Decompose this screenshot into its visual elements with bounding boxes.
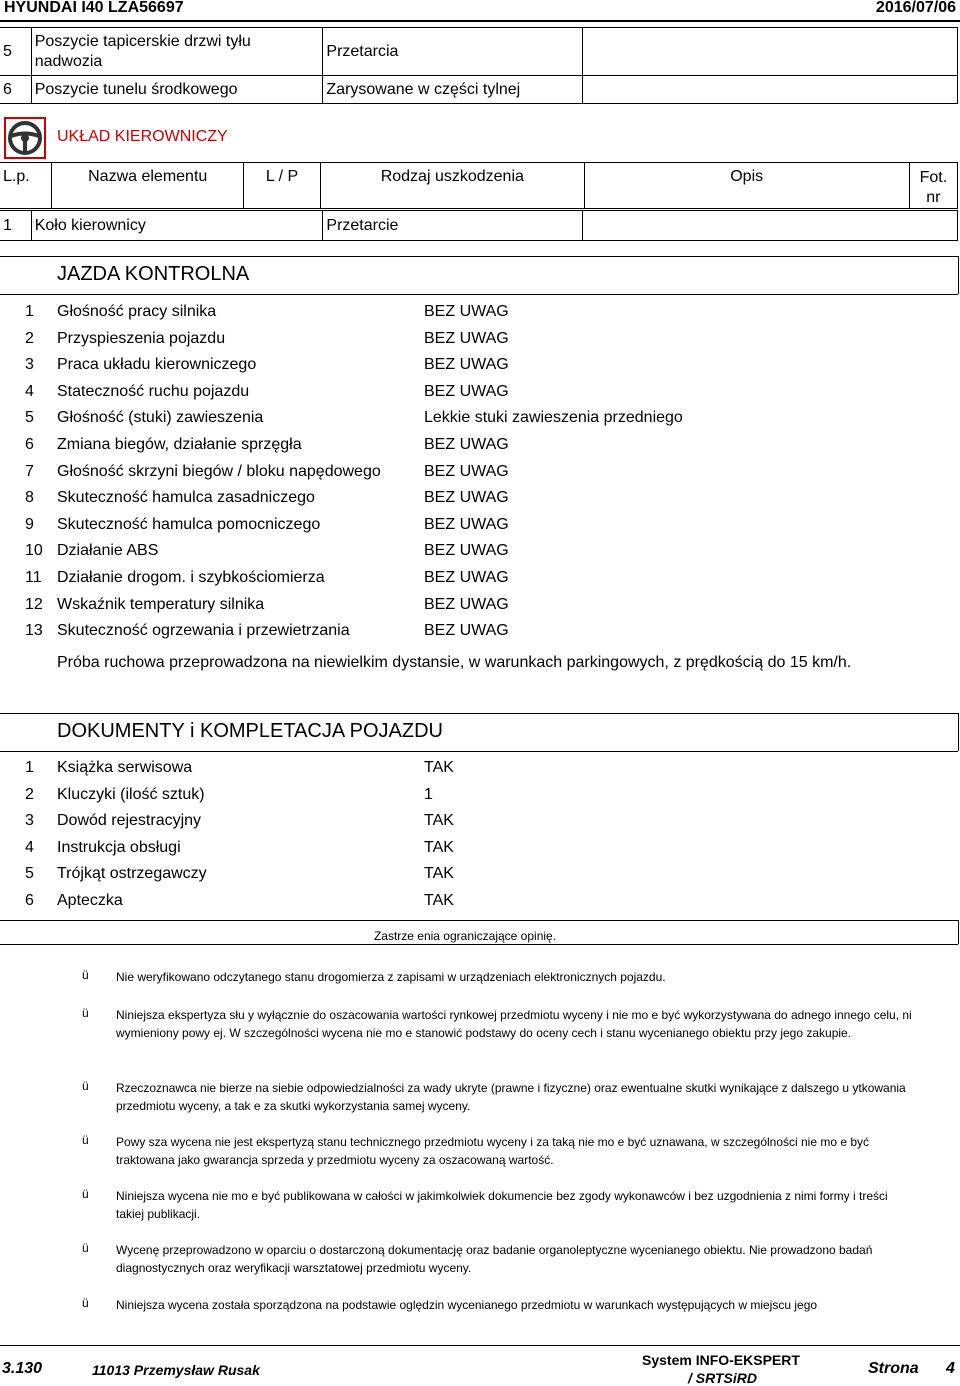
section-divider — [0, 920, 958, 921]
table-header-row — [0, 163, 958, 209]
item-value: 1 — [424, 785, 433, 803]
item-label: Książka serwisowa — [57, 759, 193, 776]
bullet-marker: ü — [82, 1133, 89, 1147]
disclaimer-text: Niniejsza wycena nie mo e być publikowana w całości w jakimkolwiek dokumencie bez zgody wykonawców i bez uzgodnienia z nimi formy i treści takiej publikacji. — [116, 1189, 888, 1221]
item-value: BEZ UWAG — [424, 303, 509, 320]
test-drive-item — [0, 485, 960, 511]
item-value: BEZ UWAG — [424, 382, 509, 400]
header-title: HYUNDAI I40 LZA56697 — [4, 0, 184, 16]
footer-system-line2: / SRTSiRD — [688, 1370, 757, 1386]
item-number: 6 — [25, 891, 34, 909]
item-value: BEZ UWAG — [424, 489, 509, 507]
section-border — [958, 920, 959, 944]
element-name: Poszycie tapicerskie drzwi tyłu nadwozia — [31, 28, 323, 76]
test-drive-note: Próba ruchowa przeprowadzona na niewielkim dystansie, w warunkach parkingowych, z prędkością do 15 km/h. — [57, 654, 852, 671]
steering-rows — [0, 210, 958, 241]
col-lp: L.p. — [0, 163, 52, 209]
bullet-marker: ü — [82, 1079, 89, 1093]
test-drive-item — [0, 299, 960, 325]
item-number: 10 — [25, 542, 43, 560]
table-row — [0, 211, 958, 241]
col-desc: Opis — [584, 163, 909, 209]
damage-type: Przetarcie — [323, 211, 583, 241]
bullet-marker: ü — [82, 968, 89, 982]
item-number: 4 — [25, 382, 34, 400]
bullet-marker: ü — [82, 1296, 89, 1310]
description-cell — [583, 211, 958, 241]
item-number: 12 — [25, 595, 43, 613]
item-number: 2 — [25, 785, 34, 803]
section-title-documents: DOKUMENTY i KOMPLETACJA POJAZDU — [57, 720, 443, 742]
row-number: 5 — [0, 28, 31, 76]
item-value: BEZ UWAG — [424, 542, 509, 560]
disclaimer-text: Wycenę przeprowadzono w oparciu o dostarczoną dokumentację oraz badanie organoleptyczne wycenianego obiektu. Nie prowadzono badań diagnostycznych oraz weryfikacji warsztatowej przedmiotu wyceny. — [116, 1243, 873, 1275]
item-number: 3 — [25, 356, 34, 374]
row-number: 6 — [0, 76, 31, 104]
damage-type: Przetarcia — [323, 28, 583, 76]
document-item — [0, 808, 960, 834]
col-lr: L / P — [244, 163, 321, 209]
item-label: Instrukcja obsługi — [57, 838, 181, 856]
row-number: 1 — [0, 211, 31, 241]
element-name: Poszycie tunelu środkowego — [31, 76, 323, 104]
test-drive-item — [0, 352, 960, 378]
item-label: Dowód rejestracyjny — [57, 812, 202, 829]
item-value: Lekkie stuki zawieszenia przedniego — [424, 409, 683, 427]
document-item — [0, 835, 960, 861]
col-name: Nazwa elementu — [52, 163, 244, 209]
damage-table-top — [0, 27, 958, 104]
col-damage: Rodzaj uszkodzenia — [321, 163, 585, 209]
steering-table — [0, 162, 958, 209]
test-drive-item — [0, 432, 960, 458]
document-item — [0, 755, 960, 781]
description-cell — [583, 28, 958, 76]
document-item — [0, 861, 960, 887]
test-drive-item — [0, 538, 960, 564]
item-value: BEZ UWAG — [424, 329, 509, 347]
footer-author: 11013 Przemysław Rusak — [92, 1362, 260, 1378]
item-label: Praca układu kierowniczego — [57, 356, 257, 374]
table-row — [0, 76, 958, 104]
test-drive-item — [0, 618, 960, 644]
test-drive-item — [0, 592, 960, 618]
item-number: 2 — [25, 329, 34, 347]
disclaimer-text: Niniejsza ekspertyza słu y wyłącznie do oszacowania wartości rynkowej przedmiotu wyceny i nie mo e być wykorzystywana do adnego innego celu, ni wymieniony powy ej. W szczególności wycena nie mo e stanowić podstawy do oceny cech i stanu wycenianego obiektu przy jego zakupie. — [116, 1008, 912, 1040]
disclaimer-text: Rzeczoznawca nie bierze na siebie odpowiedzialności za wady ukryte (prawne i fizyczne) oraz ewentualne skutki wynikające z dalszego u ytkowania przedmiotu wyceny, a tak e za skutki wykorzystania samej wyceny. — [116, 1081, 906, 1113]
item-value: TAK — [424, 865, 454, 882]
item-value: TAK — [424, 891, 454, 909]
item-value: TAK — [424, 838, 454, 856]
document-item — [0, 888, 960, 914]
item-number: 13 — [25, 622, 43, 640]
test-drive-item — [0, 326, 960, 352]
test-drive-item — [0, 405, 960, 431]
item-value: TAK — [424, 812, 454, 829]
disclaimer-text: Niniejsza wycena została sporządzona na podstawie oględzin wycenianego przedmiotu w warunkach występujących w miejscu jego — [116, 1298, 818, 1312]
item-label: Działanie drogom. i szybkościomierza — [57, 569, 325, 586]
item-number: 5 — [25, 865, 34, 882]
col-photo: Fot. nr — [909, 163, 957, 209]
item-number: 7 — [25, 462, 34, 480]
bullet-marker: ü — [82, 1006, 89, 1020]
item-label: Głośność (stuki) zawieszenia — [57, 409, 264, 427]
section-divider — [0, 751, 958, 752]
table-row — [0, 28, 958, 76]
bullet-marker: ü — [82, 1187, 89, 1201]
header-date: 2016/07/06 — [875, 0, 956, 16]
item-number: 1 — [25, 759, 34, 776]
item-number: 5 — [25, 409, 34, 427]
item-value: BEZ UWAG — [424, 436, 509, 453]
steering-wheel-icon — [4, 117, 46, 159]
test-drive-item — [0, 459, 960, 485]
item-number: 11 — [25, 569, 42, 586]
element-name: Koło kierownicy — [31, 211, 323, 241]
item-label: Głośność pracy silnika — [57, 303, 217, 320]
test-drive-item — [0, 512, 960, 538]
item-value: BEZ UWAG — [424, 622, 509, 640]
test-drive-item — [0, 565, 960, 591]
item-number: 9 — [25, 515, 34, 533]
item-value: BEZ UWAG — [424, 595, 509, 613]
description-cell — [583, 76, 958, 104]
disclaimer-text: Powy sza wycena nie jest ekspertyzą stanu technicznego przedmiotu wyceny i za taką nie mo e być uznawana, w szczególności nie mo e być traktowana jako gwarancja sprzeda y przedmiotu wyceny za oszacowaną wartość. — [116, 1135, 870, 1167]
footer-divider — [0, 1345, 960, 1346]
item-value: TAK — [424, 759, 454, 776]
footer-page-ref: 3.130 — [2, 1360, 43, 1377]
item-number: 1 — [25, 303, 34, 320]
item-number: 3 — [25, 812, 34, 829]
item-value: BEZ UWAG — [424, 569, 509, 586]
section-border — [958, 713, 959, 751]
item-number: 4 — [25, 838, 34, 856]
footer-page-number: 4 — [946, 1360, 955, 1377]
section-divider — [0, 294, 958, 295]
disclaimer-title: Zastrze enia ograniczające opinię. — [373, 929, 557, 943]
bullet-marker: ü — [82, 1241, 89, 1255]
test-drive-item — [0, 379, 960, 405]
item-label: Stateczność ruchu pojazdu — [57, 382, 250, 400]
section-divider — [0, 713, 958, 714]
item-label: Głośność skrzyni biegów / bloku napędowego — [57, 462, 381, 480]
item-label: Działanie ABS — [57, 542, 159, 560]
section-divider — [0, 944, 958, 945]
item-label: Skuteczność hamulca pomocniczego — [57, 515, 321, 533]
item-label: Zmiana biegów, działanie sprzęgła — [57, 436, 302, 453]
header-divider — [0, 20, 960, 22]
item-number: 6 — [25, 436, 34, 453]
damage-type: Zarysowane w części tylnej — [323, 76, 583, 104]
section-divider — [0, 256, 958, 257]
item-label: Skuteczność ogrzewania i przewietrzania — [57, 622, 350, 640]
item-value: BEZ UWAG — [424, 356, 509, 374]
item-label: Apteczka — [57, 891, 123, 909]
section-title-test-drive: JAZDA KONTROLNA — [57, 263, 250, 285]
section-border — [958, 256, 959, 294]
item-label: Skuteczność hamulca zasadniczego — [57, 489, 315, 507]
item-label: Trójkąt ostrzegawczy — [57, 865, 207, 882]
section-title-steering: UKŁAD KIEROWNICZY — [57, 128, 228, 145]
footer-system-line1: System INFO-EKSPERT — [642, 1352, 800, 1368]
item-label: Wskaźnik temperatury silnika — [57, 595, 265, 613]
disclaimer-text: Nie weryfikowano odczytanego stanu drogomierza z zapisami w urządzeniach elektronicznych pojazdu. — [116, 970, 666, 984]
item-label: Przyspieszenia pojazdu — [57, 329, 226, 347]
item-value: BEZ UWAG — [424, 462, 509, 480]
footer-page-label: Strona — [868, 1360, 919, 1377]
document-item — [0, 782, 960, 808]
item-value: BEZ UWAG — [424, 515, 509, 533]
item-label: Kluczyki (ilość sztuk) — [57, 785, 205, 803]
item-number: 8 — [25, 489, 34, 507]
